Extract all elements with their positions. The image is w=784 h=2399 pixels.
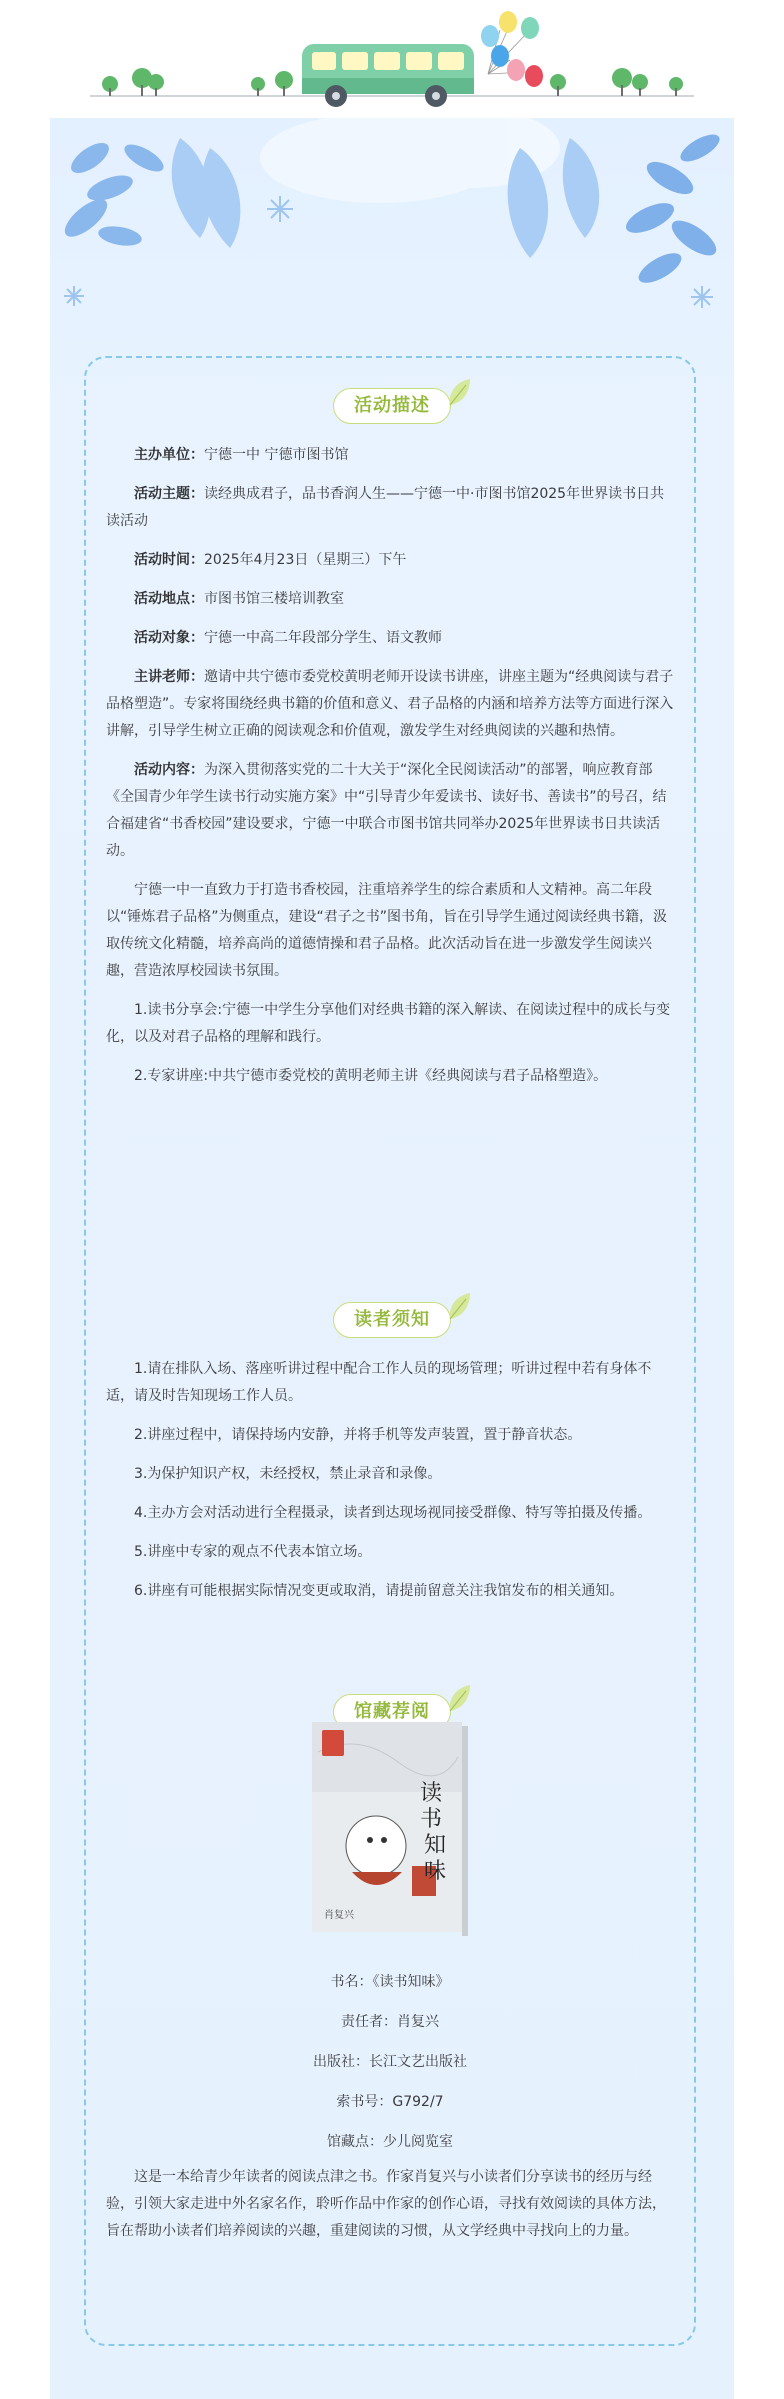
- tree-icon: [102, 68, 293, 96]
- balloon-icon: [481, 11, 543, 87]
- section-title-text: 活动描述: [354, 395, 430, 416]
- section-title-text: 馆藏荐阅: [354, 1701, 430, 1722]
- call-number-row: 索书号：G792/7: [336, 2094, 444, 2110]
- activity-item-2: 2.专家讲座:中共宁德市委党校的黄明老师主讲《经典阅读与君子品格塑造》。: [134, 1068, 608, 1084]
- section-title-text: 读者须知: [354, 1309, 430, 1330]
- content-row: 活动内容：为深入贯彻落实党的二十大关于“深化全民阅读活动”的部署，响应教育部《全国青少年学生读书行动实施方案》中“引导青少年爱读书、读好书、善读书”的号召，结合福建省“书香校园”建设要求，宁德一中联合市图书馆共同举办2025年世界读书日共读活动。: [106, 762, 667, 859]
- cover-title-part: 书: [420, 1807, 443, 1832]
- title-badge: [333, 388, 451, 424]
- book-cover-image: [312, 1722, 468, 1936]
- tree-icon: [550, 68, 683, 96]
- leaf-decoration: [50, 118, 734, 358]
- top-banner: [0, 0, 784, 120]
- leaf-icon: [59, 137, 168, 248]
- section-title-activity: [0, 388, 784, 428]
- place-row: 活动地点：市图书馆三楼培训教室: [134, 591, 344, 607]
- book-cover: [312, 1722, 468, 1936]
- speaker-row: 主讲老师：邀请中共宁德市委党校黄明老师开设读书讲座，讲座主题为“经典阅读与君子品格塑造”。专家将围绕经典书籍的价值和意义、君子品格的内涵和培养方法等方面进行深入讲解，引导学生树立正确的阅读观念和价值观，激发学生对经典阅读的兴趣和热情。: [106, 669, 674, 739]
- notice-item: 4.主办方会对活动进行全程摄录，读者到达现场视同接受群像、特写等拍摄及传播。: [134, 1505, 652, 1521]
- notice-list: [106, 1356, 674, 1605]
- snowflake-icon: [64, 196, 713, 308]
- activity-item-1: 1.读书分享会:宁德一中学生分享他们对经典书籍的深入解读、在阅读过程中的成长与变化，以及对君子品格的理解和践行。: [106, 1002, 671, 1045]
- publisher-row: 出版社：长江文艺出版社: [313, 2054, 467, 2070]
- leaf-icon: [446, 1291, 472, 1321]
- theme-row: 活动主题：读经典成君子，品书香润人生——宁德一中·市图书馆2025年世界读书日共读活动: [106, 486, 665, 529]
- leaf-icon: [622, 129, 724, 288]
- notice-item: 3.为保护知识产权，未经授权，禁止录音和录像。: [134, 1466, 442, 1482]
- cover-title-part: 味: [424, 1859, 447, 1884]
- author-row: 责任者：肖复兴: [341, 2014, 439, 2030]
- audience-row: 活动对象：宁德一中高二年段部分学生、语文教师: [134, 630, 442, 646]
- location-row: 馆藏点：少儿阅览室: [327, 2134, 453, 2150]
- section-title-notice: [0, 1302, 784, 1342]
- cover-title-part: 知: [424, 1833, 447, 1858]
- activity-paragraph: 宁德一中一直致力于打造书香校园，注重培养学生的综合素质和人文精神。高二年段以“锤炼君子品格”为侧重点，建设“君子之书”图书角，旨在引导学生通过阅读经典书籍，汲取传统文化精髓，培养高尚的道德情操和君子品格。此次活动旨在进一步激发学生阅读兴趣，营造浓厚校园读书氛围。: [106, 882, 668, 979]
- time-row: 活动时间：2025年4月23日（星期三）下午: [134, 552, 407, 568]
- leaf-icon: [446, 377, 472, 407]
- title-badge: [333, 1302, 451, 1338]
- notice-item: 1.请在排队入场、落座听讲过程中配合工作人员的现场管理；听讲过程中若有身体不适，请及时告知现场工作人员。: [106, 1361, 652, 1404]
- notice-item: 5.讲座中专家的观点不代表本馆立场。: [134, 1544, 372, 1560]
- notice-item: 2.讲座过程中，请保持场内安静，并将手机等发声装置，置于静音状态。: [134, 1427, 582, 1443]
- cover-author: 肖复兴: [324, 1910, 354, 1921]
- leaf-icon: [446, 1683, 472, 1713]
- bus-illustration: [0, 0, 784, 120]
- book-title-row: 书名：《读书知味》: [330, 1974, 450, 1990]
- book-summary-text: 这是一本给青少年读者的阅读点津之书。作家肖复兴与小读者们分享读书的经历与经验，引领大家走进中外名家名作，聆听作品中作家的创作心语，寻找有效阅读的具体方法，旨在帮助小读者们培养阅读的兴趣，重建阅读的习惯，从文学经典中寻找向上的力量。: [106, 2169, 666, 2239]
- book-summary: [106, 2164, 674, 2245]
- cover-title-part: 读: [420, 1781, 443, 1806]
- notice-item: 6.讲座有可能根据实际情况变更或取消，请提前留意关注我馆发布的相关通知。: [134, 1583, 624, 1599]
- activity-info: [106, 442, 674, 1090]
- bus-icon: [302, 44, 474, 107]
- organizer-row: 主办单位：宁德一中 宁德市图书馆: [134, 447, 349, 463]
